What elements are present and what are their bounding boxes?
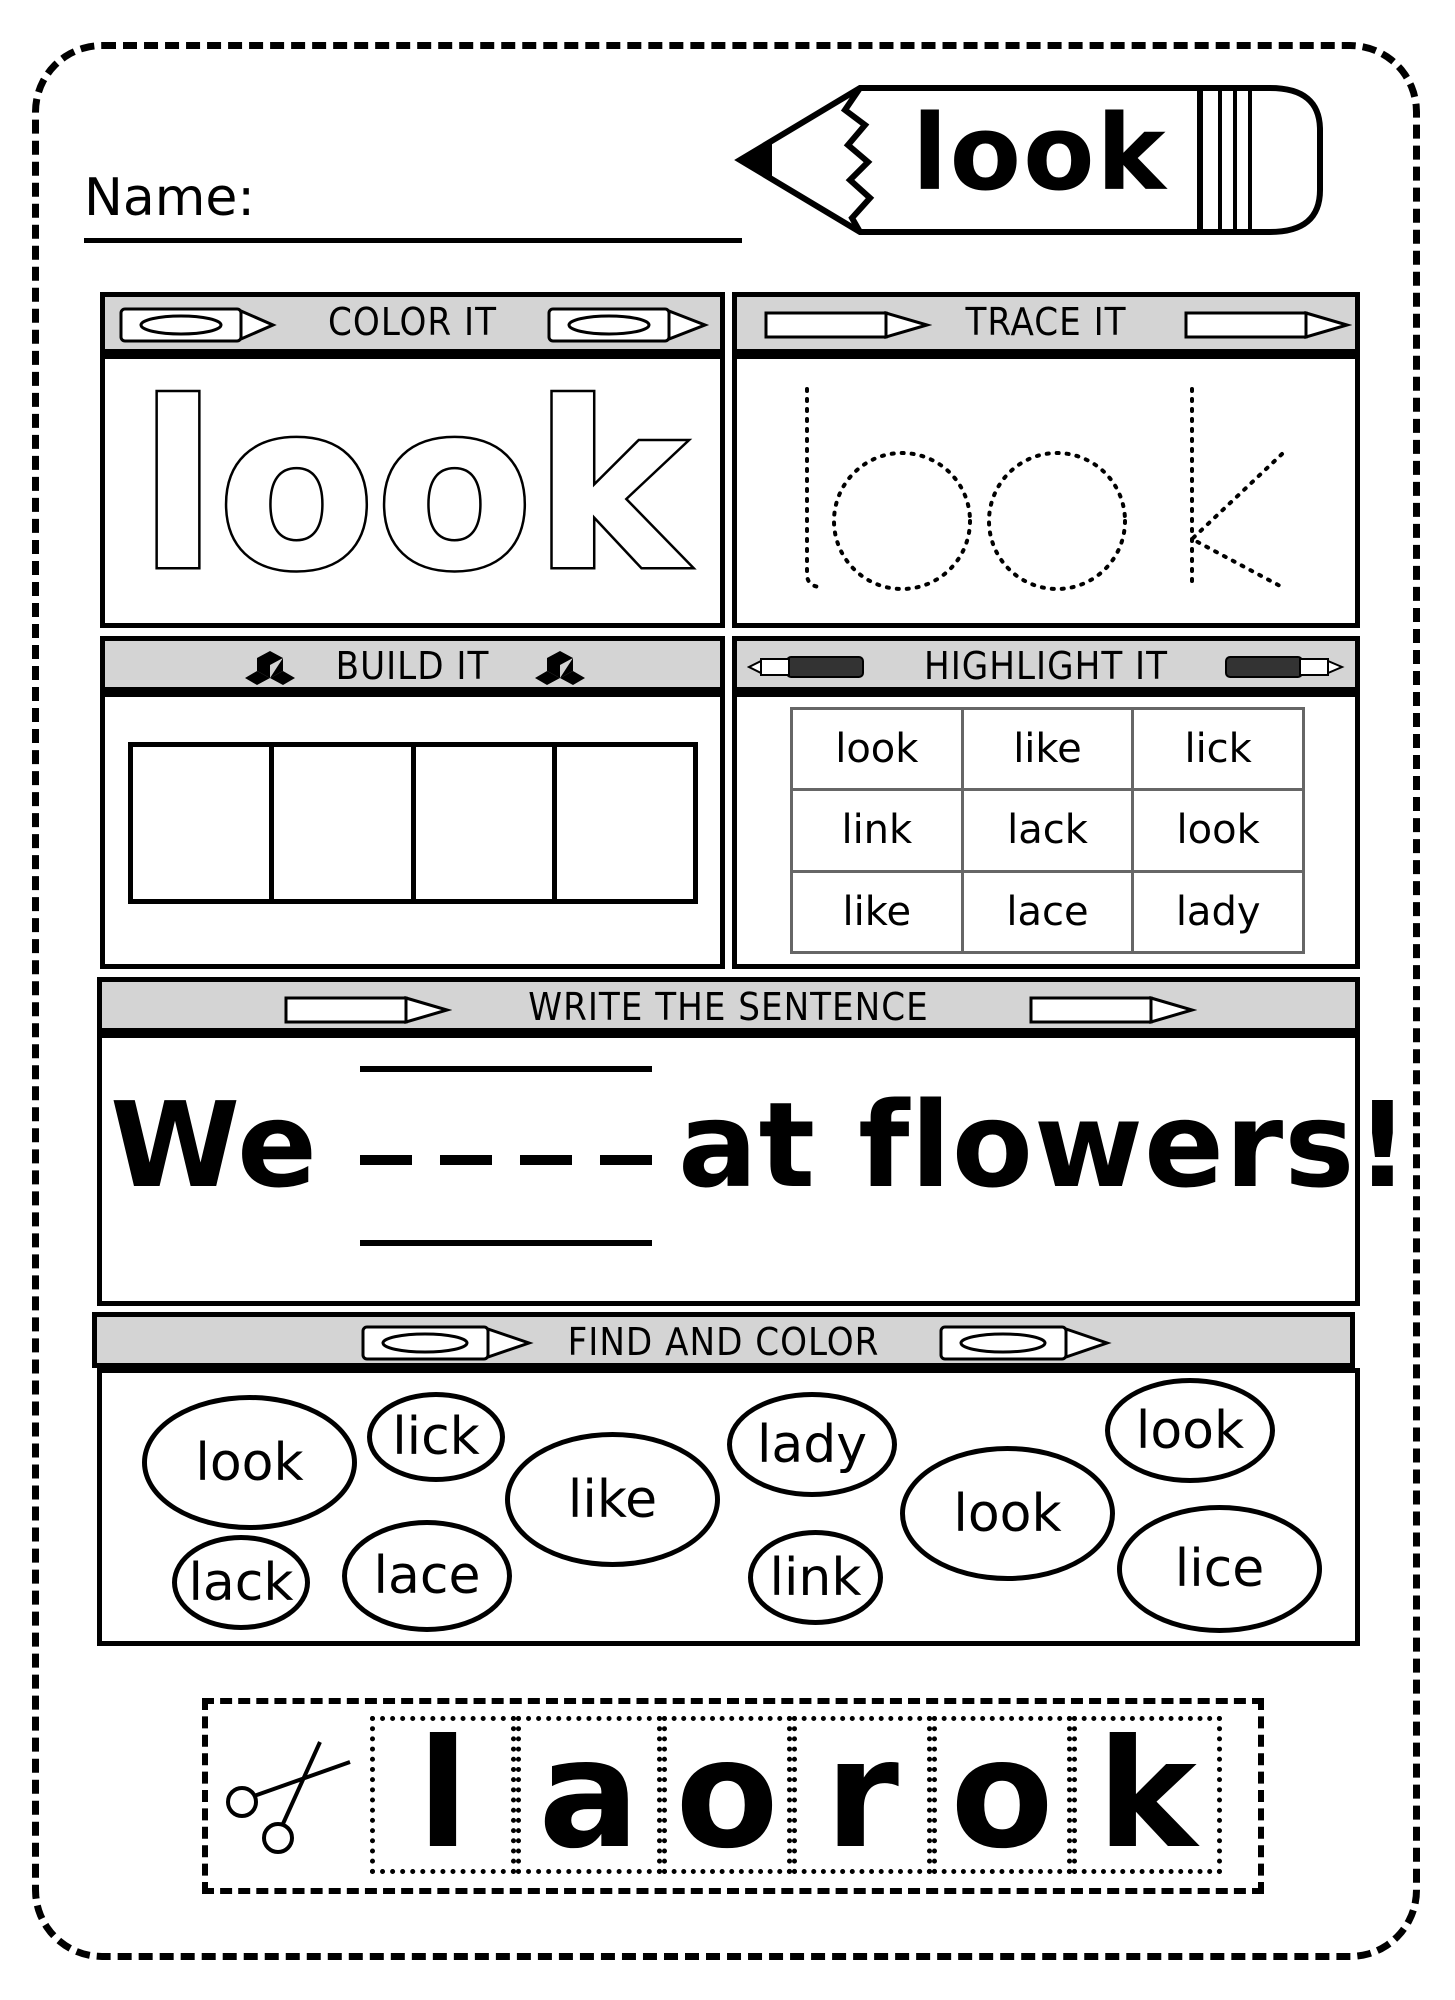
color-it-word[interactable]: look [138, 355, 687, 622]
writing-line-dashed[interactable] [360, 1155, 652, 1165]
highlight-it-title: HIGHLIGHT IT [923, 644, 1168, 688]
sight-word-title: look [912, 92, 1168, 214]
write-sentence-title: WRITE THE SENTENCE [528, 985, 929, 1029]
grid-cell[interactable]: lack [962, 790, 1133, 871]
grid-cell[interactable]: like [792, 871, 963, 952]
blocks-icon [535, 649, 585, 689]
word-oval[interactable]: lack [172, 1535, 310, 1630]
crayon-icon [937, 1321, 1112, 1365]
grid-cell[interactable]: look [1133, 790, 1304, 871]
word-oval[interactable]: lick [367, 1392, 505, 1482]
word-oval[interactable]: link [748, 1530, 883, 1625]
build-it-header [100, 636, 725, 692]
grid-cell[interactable]: like [962, 709, 1133, 790]
cut-letter-tile[interactable]: r [792, 1716, 932, 1874]
pencil-icon [1182, 303, 1352, 347]
trace-word-dotted[interactable] [737, 359, 1355, 623]
find-and-color-title: FIND AND COLOR [567, 1320, 880, 1364]
word-oval[interactable]: look [1105, 1378, 1275, 1483]
word-oval[interactable]: lice [1117, 1505, 1322, 1633]
writing-line-bottom [360, 1240, 652, 1246]
word-oval[interactable]: lace [342, 1520, 512, 1632]
cut-letter-tile[interactable]: o [662, 1716, 792, 1874]
write-sentence-header [97, 977, 1360, 1033]
trace-it-panel [732, 354, 1360, 628]
grid-cell[interactable]: lick [1133, 709, 1304, 790]
word-oval[interactable]: look [142, 1395, 357, 1530]
letter-box[interactable] [133, 747, 274, 899]
color-it-panel [100, 354, 725, 628]
build-it-title: BUILD IT [335, 644, 490, 688]
find-and-color-header [92, 1312, 1355, 1368]
crayon-icon [545, 303, 710, 347]
pencil-icon [1027, 986, 1197, 1030]
grid-cell[interactable]: lady [1133, 871, 1304, 952]
scissors-icon [220, 1738, 360, 1858]
letter-box[interactable] [416, 747, 557, 899]
name-field-line[interactable] [84, 238, 742, 243]
cut-letter-tile[interactable]: o [932, 1716, 1072, 1874]
word-oval[interactable]: look [900, 1446, 1115, 1581]
build-it-boxes [128, 742, 698, 904]
highlight-grid [790, 707, 1305, 954]
highlighter-icon [1222, 647, 1347, 687]
grid-cell[interactable]: link [792, 790, 963, 871]
sentence-start: We [110, 1076, 318, 1214]
highlight-it-header [732, 636, 1360, 692]
trace-it-title: TRACE IT [965, 300, 1127, 344]
grid-cell[interactable]: look [792, 709, 963, 790]
color-it-header [100, 292, 725, 354]
name-label: Name: [84, 168, 255, 228]
sentence-end: at flowers! [678, 1076, 1411, 1214]
cut-letter-tile[interactable]: l [370, 1716, 516, 1874]
cut-letter-tile[interactable]: a [516, 1716, 662, 1874]
letter-box[interactable] [274, 747, 415, 899]
cut-letter-tile[interactable]: k [1072, 1716, 1222, 1874]
color-it-title: COLOR IT [328, 300, 497, 344]
grid-cell[interactable]: lace [962, 871, 1133, 952]
trace-it-header [732, 292, 1360, 354]
letter-box[interactable] [557, 747, 693, 899]
word-oval[interactable]: lady [727, 1392, 897, 1497]
writing-line-top [360, 1066, 652, 1072]
word-oval[interactable]: like [505, 1432, 720, 1567]
